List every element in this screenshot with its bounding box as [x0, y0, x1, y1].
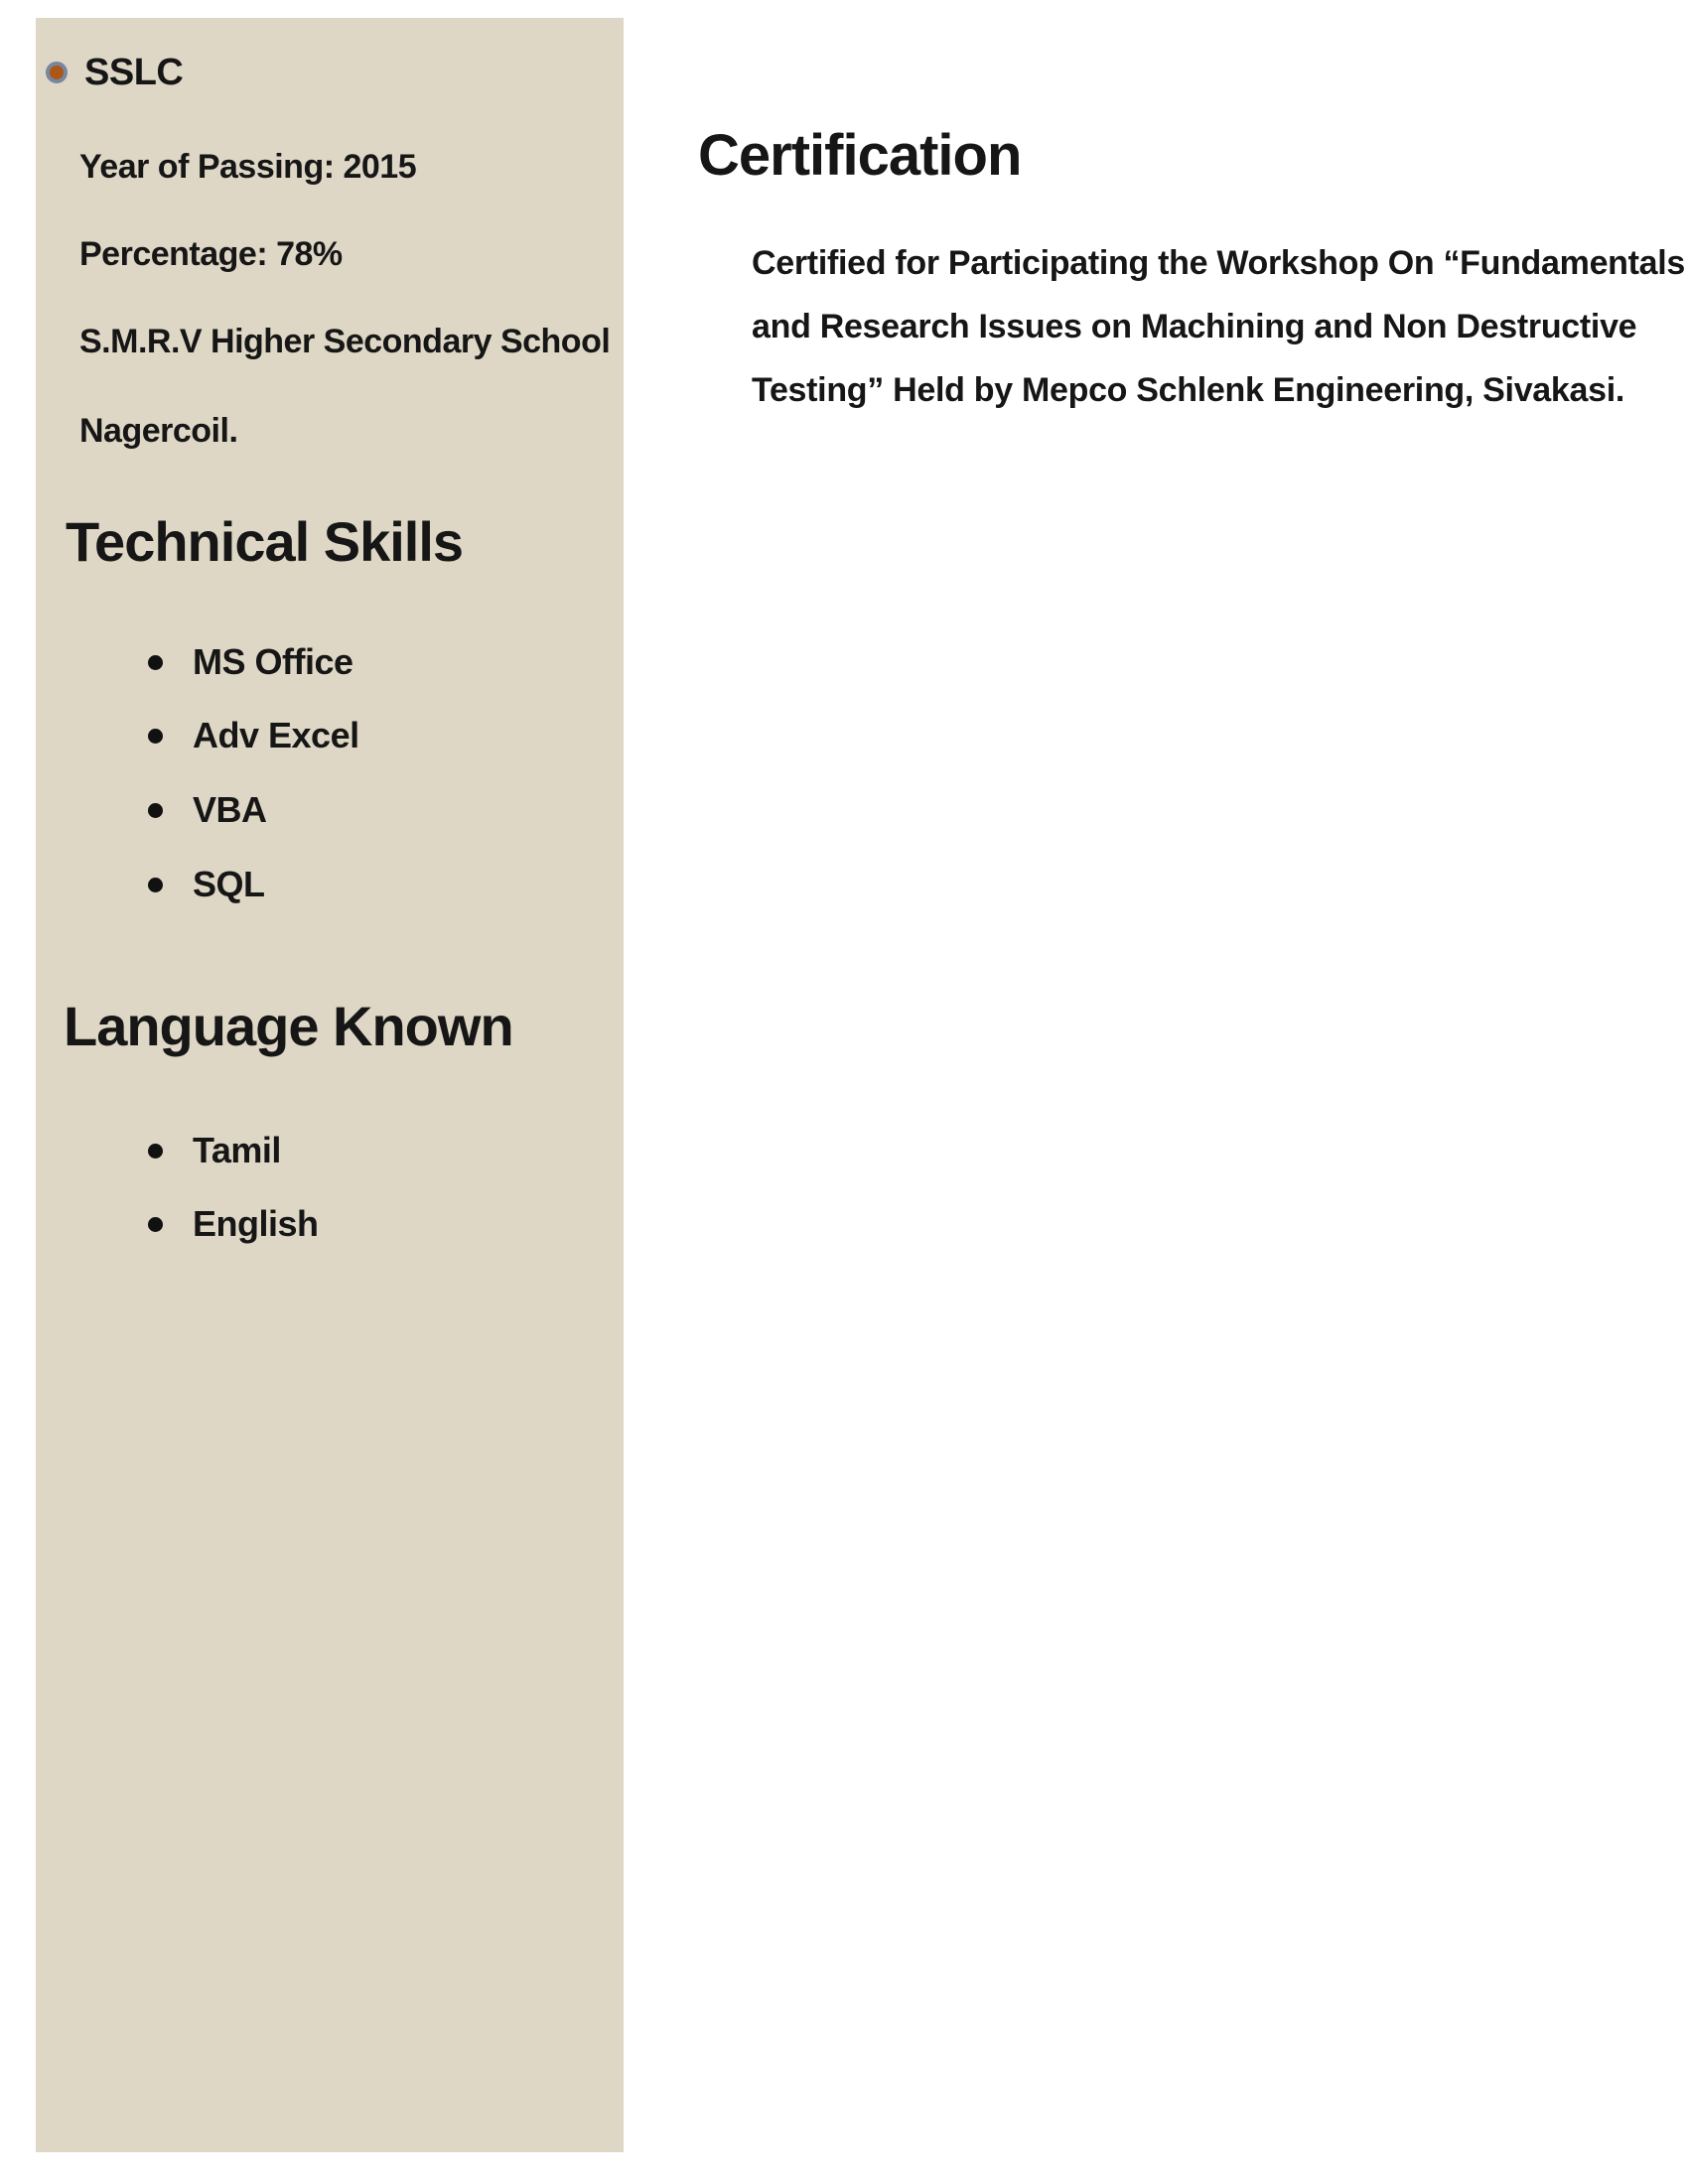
education-detail: Percentage: 78% — [79, 235, 343, 273]
education-detail: Year of Passing: 2015 — [79, 148, 417, 186]
technical-skills-heading: Technical Skills — [66, 510, 464, 573]
education-title: SSLC — [84, 52, 184, 93]
certification-paragraph — [752, 231, 1685, 422]
skill-label: Adv Excel — [193, 715, 359, 755]
certification-heading: Certification — [698, 123, 1022, 188]
skill-label: VBA — [193, 789, 267, 830]
language-label: English — [193, 1203, 319, 1244]
languages-heading: Language Known — [64, 995, 513, 1057]
certification-line: Testing” Held by Mepco Schlenk Engineering, Sivakasi. — [752, 371, 1625, 409]
education-detail: S.M.R.V Higher Secondary School — [79, 323, 611, 360]
education-detail: Nagercoil. — [79, 412, 238, 450]
skill-label: MS Office — [193, 641, 353, 682]
language-label: Tamil — [193, 1130, 281, 1170]
certification-line: Certified for Participating the Workshop On “Fundamentals — [752, 244, 1686, 282]
skill-label: SQL — [193, 864, 265, 904]
certification-line: and Research Issues on Machining and Non Destructive — [752, 308, 1637, 345]
